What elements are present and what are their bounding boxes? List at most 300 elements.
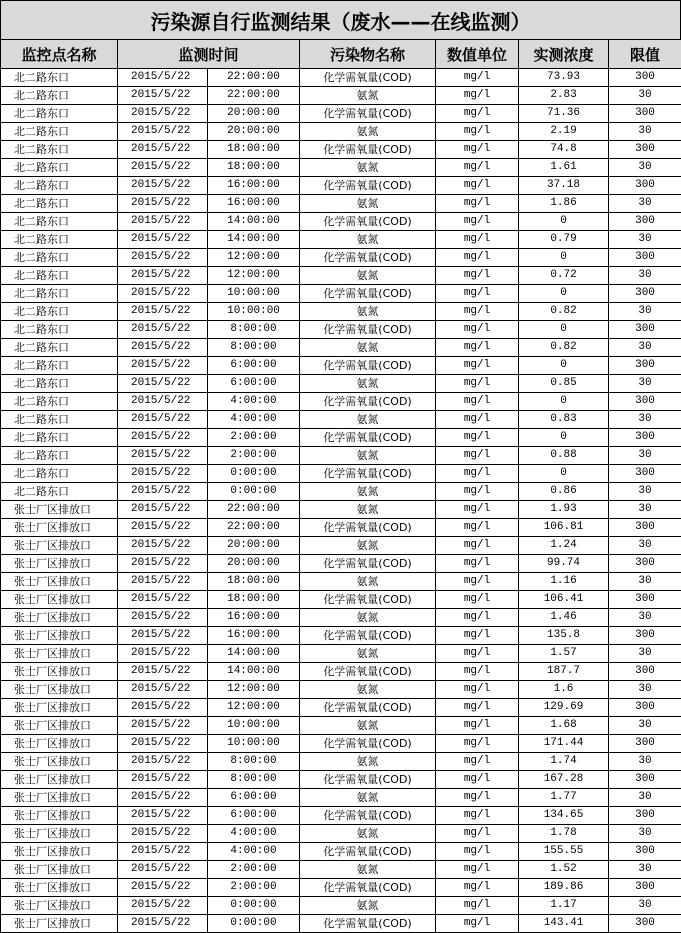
unit-cell: mg/l	[436, 69, 519, 87]
value-cell: 0.82	[519, 339, 609, 357]
header-time: 监测时间	[118, 40, 300, 69]
pollutant-cell: 氨氮	[300, 303, 436, 321]
pollutant-cell: 化学需氧量(COD)	[300, 429, 436, 447]
site-cell: 北二路东口	[1, 483, 118, 501]
pollutant-cell: 氨氮	[300, 339, 436, 357]
limit-cell: 300	[609, 843, 681, 861]
site-cell: 北二路东口	[1, 375, 118, 393]
value-cell: 2.19	[519, 123, 609, 141]
date-cell: 2015/5/22	[118, 249, 208, 267]
table-row	[1, 861, 681, 879]
pollutant-cell: 化学需氧量(COD)	[300, 915, 436, 933]
limit-cell: 30	[609, 501, 681, 519]
unit-cell: mg/l	[436, 321, 519, 339]
limit-cell: 300	[609, 879, 681, 897]
site-cell: 北二路东口	[1, 411, 118, 429]
site-cell: 张士厂区排放口	[1, 519, 118, 537]
table-row	[1, 123, 681, 141]
site-cell: 北二路东口	[1, 159, 118, 177]
pollutant-cell: 化学需氧量(COD)	[300, 285, 436, 303]
limit-cell: 30	[609, 609, 681, 627]
unit-cell: mg/l	[436, 591, 519, 609]
pollutant-cell: 化学需氧量(COD)	[300, 843, 436, 861]
value-cell: 0.82	[519, 303, 609, 321]
table-row	[1, 753, 681, 771]
pollutant-cell: 化学需氧量(COD)	[300, 699, 436, 717]
table-row	[1, 267, 681, 285]
table-row	[1, 717, 681, 735]
table-row	[1, 483, 681, 501]
site-cell: 北二路东口	[1, 69, 118, 87]
unit-cell: mg/l	[436, 393, 519, 411]
unit-cell: mg/l	[436, 213, 519, 231]
value-cell: 1.24	[519, 537, 609, 555]
pollutant-cell: 氨氮	[300, 501, 436, 519]
site-cell: 张士厂区排放口	[1, 627, 118, 645]
site-cell: 张士厂区排放口	[1, 645, 118, 663]
time-cell: 18:00:00	[208, 591, 300, 609]
table-row	[1, 897, 681, 915]
date-cell: 2015/5/22	[118, 717, 208, 735]
unit-cell: mg/l	[436, 339, 519, 357]
date-cell: 2015/5/22	[118, 447, 208, 465]
limit-cell: 300	[609, 249, 681, 267]
date-cell: 2015/5/22	[118, 195, 208, 213]
unit-cell: mg/l	[436, 357, 519, 375]
pollutant-cell: 氨氮	[300, 159, 436, 177]
value-cell: 73.93	[519, 69, 609, 87]
date-cell: 2015/5/22	[118, 843, 208, 861]
value-cell: 143.41	[519, 915, 609, 933]
date-cell: 2015/5/22	[118, 771, 208, 789]
date-cell: 2015/5/22	[118, 915, 208, 933]
time-cell: 8:00:00	[208, 753, 300, 771]
value-cell: 129.69	[519, 699, 609, 717]
limit-cell: 300	[609, 627, 681, 645]
unit-cell: mg/l	[436, 555, 519, 573]
time-cell: 0:00:00	[208, 897, 300, 915]
time-cell: 18:00:00	[208, 159, 300, 177]
pollutant-cell: 化学需氧量(COD)	[300, 393, 436, 411]
limit-cell: 30	[609, 267, 681, 285]
limit-cell: 300	[609, 465, 681, 483]
value-cell: 187.7	[519, 663, 609, 681]
time-cell: 10:00:00	[208, 735, 300, 753]
unit-cell: mg/l	[436, 627, 519, 645]
unit-cell: mg/l	[436, 465, 519, 483]
site-cell: 张士厂区排放口	[1, 807, 118, 825]
unit-cell: mg/l	[436, 843, 519, 861]
value-cell: 0	[519, 213, 609, 231]
limit-cell: 30	[609, 681, 681, 699]
table-row	[1, 555, 681, 573]
unit-cell: mg/l	[436, 807, 519, 825]
limit-cell: 300	[609, 357, 681, 375]
pollutant-cell: 化学需氧量(COD)	[300, 357, 436, 375]
time-cell: 12:00:00	[208, 699, 300, 717]
table-row	[1, 735, 681, 753]
time-cell: 14:00:00	[208, 663, 300, 681]
site-cell: 张士厂区排放口	[1, 825, 118, 843]
value-cell: 135.8	[519, 627, 609, 645]
time-cell: 6:00:00	[208, 375, 300, 393]
site-cell: 张士厂区排放口	[1, 717, 118, 735]
time-cell: 14:00:00	[208, 645, 300, 663]
table-row	[1, 771, 681, 789]
site-cell: 北二路东口	[1, 357, 118, 375]
unit-cell: mg/l	[436, 537, 519, 555]
header-unit: 数值单位	[436, 40, 519, 69]
time-cell: 18:00:00	[208, 141, 300, 159]
time-cell: 12:00:00	[208, 267, 300, 285]
time-cell: 0:00:00	[208, 465, 300, 483]
unit-cell: mg/l	[436, 663, 519, 681]
date-cell: 2015/5/22	[118, 375, 208, 393]
limit-cell: 300	[609, 699, 681, 717]
table-row	[1, 321, 681, 339]
unit-cell: mg/l	[436, 429, 519, 447]
site-cell: 张士厂区排放口	[1, 879, 118, 897]
date-cell: 2015/5/22	[118, 663, 208, 681]
limit-cell: 30	[609, 717, 681, 735]
limit-cell: 30	[609, 537, 681, 555]
time-cell: 20:00:00	[208, 123, 300, 141]
date-cell: 2015/5/22	[118, 123, 208, 141]
header-value: 实测浓度	[519, 40, 609, 69]
table-row	[1, 609, 681, 627]
table-row	[1, 105, 681, 123]
unit-cell: mg/l	[436, 861, 519, 879]
site-cell: 北二路东口	[1, 267, 118, 285]
site-cell: 张士厂区排放口	[1, 897, 118, 915]
limit-cell: 30	[609, 339, 681, 357]
date-cell: 2015/5/22	[118, 555, 208, 573]
table-row	[1, 879, 681, 897]
time-cell: 10:00:00	[208, 303, 300, 321]
date-cell: 2015/5/22	[118, 339, 208, 357]
value-cell: 189.86	[519, 879, 609, 897]
unit-cell: mg/l	[436, 483, 519, 501]
table-row	[1, 591, 681, 609]
limit-cell: 300	[609, 807, 681, 825]
site-cell: 北二路东口	[1, 447, 118, 465]
table-row	[1, 303, 681, 321]
value-cell: 99.74	[519, 555, 609, 573]
unit-cell: mg/l	[436, 87, 519, 105]
unit-cell: mg/l	[436, 105, 519, 123]
table-row	[1, 87, 681, 105]
table-row	[1, 231, 681, 249]
value-cell: 1.86	[519, 195, 609, 213]
time-cell: 10:00:00	[208, 717, 300, 735]
unit-cell: mg/l	[436, 159, 519, 177]
value-cell: 1.61	[519, 159, 609, 177]
page-title: 污染源自行监测结果（废水——在线监测）	[0, 0, 681, 40]
header-row	[1, 40, 681, 69]
header-pollutant: 污染物名称	[300, 40, 436, 69]
table-row	[1, 915, 681, 933]
table-row	[1, 375, 681, 393]
unit-cell: mg/l	[436, 501, 519, 519]
date-cell: 2015/5/22	[118, 411, 208, 429]
pollutant-cell: 化学需氧量(COD)	[300, 807, 436, 825]
value-cell: 1.74	[519, 753, 609, 771]
pollutant-cell: 化学需氧量(COD)	[300, 141, 436, 159]
table-row	[1, 285, 681, 303]
site-cell: 张士厂区排放口	[1, 537, 118, 555]
limit-cell: 300	[609, 69, 681, 87]
unit-cell: mg/l	[436, 879, 519, 897]
unit-cell: mg/l	[436, 645, 519, 663]
pollutant-cell: 氨氮	[300, 537, 436, 555]
date-cell: 2015/5/22	[118, 501, 208, 519]
limit-cell: 300	[609, 771, 681, 789]
value-cell: 0	[519, 429, 609, 447]
time-cell: 22:00:00	[208, 519, 300, 537]
value-cell: 167.28	[519, 771, 609, 789]
value-cell: 0.85	[519, 375, 609, 393]
time-cell: 16:00:00	[208, 177, 300, 195]
date-cell: 2015/5/22	[118, 357, 208, 375]
date-cell: 2015/5/22	[118, 87, 208, 105]
table-row	[1, 663, 681, 681]
limit-cell: 300	[609, 591, 681, 609]
limit-cell: 300	[609, 177, 681, 195]
table-row	[1, 807, 681, 825]
date-cell: 2015/5/22	[118, 573, 208, 591]
time-cell: 0:00:00	[208, 483, 300, 501]
date-cell: 2015/5/22	[118, 807, 208, 825]
pollutant-cell: 氨氮	[300, 447, 436, 465]
limit-cell: 300	[609, 519, 681, 537]
value-cell: 0.88	[519, 447, 609, 465]
table-row	[1, 645, 681, 663]
pollutant-cell: 氨氮	[300, 411, 436, 429]
time-cell: 2:00:00	[208, 861, 300, 879]
date-cell: 2015/5/22	[118, 231, 208, 249]
value-cell: 71.36	[519, 105, 609, 123]
unit-cell: mg/l	[436, 141, 519, 159]
limit-cell: 300	[609, 321, 681, 339]
unit-cell: mg/l	[436, 249, 519, 267]
pollutant-cell: 化学需氧量(COD)	[300, 771, 436, 789]
site-cell: 张士厂区排放口	[1, 843, 118, 861]
limit-cell: 30	[609, 861, 681, 879]
site-cell: 北二路东口	[1, 321, 118, 339]
time-cell: 2:00:00	[208, 879, 300, 897]
table-row	[1, 501, 681, 519]
pollutant-cell: 氨氮	[300, 645, 436, 663]
unit-cell: mg/l	[436, 285, 519, 303]
site-cell: 北二路东口	[1, 249, 118, 267]
limit-cell: 30	[609, 303, 681, 321]
pollutant-cell: 化学需氧量(COD)	[300, 879, 436, 897]
date-cell: 2015/5/22	[118, 483, 208, 501]
pollutant-cell: 氨氮	[300, 789, 436, 807]
time-cell: 16:00:00	[208, 627, 300, 645]
pollutant-cell: 氨氮	[300, 195, 436, 213]
unit-cell: mg/l	[436, 411, 519, 429]
site-cell: 张士厂区排放口	[1, 789, 118, 807]
pollutant-cell: 化学需氧量(COD)	[300, 249, 436, 267]
pollutant-cell: 氨氮	[300, 609, 436, 627]
table-row	[1, 213, 681, 231]
value-cell: 0.83	[519, 411, 609, 429]
value-cell: 1.52	[519, 861, 609, 879]
value-cell: 1.93	[519, 501, 609, 519]
time-cell: 20:00:00	[208, 537, 300, 555]
site-cell: 北二路东口	[1, 393, 118, 411]
limit-cell: 30	[609, 375, 681, 393]
time-cell: 12:00:00	[208, 681, 300, 699]
date-cell: 2015/5/22	[118, 303, 208, 321]
table-row	[1, 627, 681, 645]
pollutant-cell: 化学需氧量(COD)	[300, 627, 436, 645]
pollutant-cell: 氨氮	[300, 573, 436, 591]
table-row	[1, 825, 681, 843]
date-cell: 2015/5/22	[118, 321, 208, 339]
site-cell: 北二路东口	[1, 177, 118, 195]
time-cell: 22:00:00	[208, 87, 300, 105]
pollutant-cell: 氨氮	[300, 231, 436, 249]
site-cell: 北二路东口	[1, 141, 118, 159]
site-cell: 北二路东口	[1, 231, 118, 249]
pollutant-cell: 氨氮	[300, 861, 436, 879]
limit-cell: 30	[609, 897, 681, 915]
date-cell: 2015/5/22	[118, 285, 208, 303]
date-cell: 2015/5/22	[118, 645, 208, 663]
pollutant-cell: 氨氮	[300, 483, 436, 501]
date-cell: 2015/5/22	[118, 879, 208, 897]
time-cell: 4:00:00	[208, 825, 300, 843]
limit-cell: 30	[609, 753, 681, 771]
date-cell: 2015/5/22	[118, 591, 208, 609]
date-cell: 2015/5/22	[118, 159, 208, 177]
limit-cell: 300	[609, 555, 681, 573]
site-cell: 张士厂区排放口	[1, 915, 118, 933]
value-cell: 0	[519, 321, 609, 339]
value-cell: 74.8	[519, 141, 609, 159]
time-cell: 4:00:00	[208, 411, 300, 429]
unit-cell: mg/l	[436, 231, 519, 249]
table-row	[1, 447, 681, 465]
unit-cell: mg/l	[436, 681, 519, 699]
unit-cell: mg/l	[436, 177, 519, 195]
site-cell: 张士厂区排放口	[1, 573, 118, 591]
pollutant-cell: 化学需氧量(COD)	[300, 465, 436, 483]
limit-cell: 30	[609, 123, 681, 141]
value-cell: 1.78	[519, 825, 609, 843]
value-cell: 155.55	[519, 843, 609, 861]
time-cell: 22:00:00	[208, 501, 300, 519]
pollutant-cell: 氨氮	[300, 375, 436, 393]
date-cell: 2015/5/22	[118, 735, 208, 753]
date-cell: 2015/5/22	[118, 753, 208, 771]
unit-cell: mg/l	[436, 447, 519, 465]
pollutant-cell: 化学需氧量(COD)	[300, 591, 436, 609]
date-cell: 2015/5/22	[118, 699, 208, 717]
unit-cell: mg/l	[436, 303, 519, 321]
table-row	[1, 357, 681, 375]
time-cell: 8:00:00	[208, 771, 300, 789]
pollutant-cell: 氨氮	[300, 681, 436, 699]
time-cell: 12:00:00	[208, 249, 300, 267]
pollutant-cell: 氨氮	[300, 897, 436, 915]
limit-cell: 30	[609, 483, 681, 501]
date-cell: 2015/5/22	[118, 519, 208, 537]
unit-cell: mg/l	[436, 519, 519, 537]
limit-cell: 300	[609, 213, 681, 231]
table-row	[1, 69, 681, 87]
value-cell: 1.46	[519, 609, 609, 627]
date-cell: 2015/5/22	[118, 69, 208, 87]
limit-cell: 30	[609, 789, 681, 807]
unit-cell: mg/l	[436, 699, 519, 717]
site-cell: 北二路东口	[1, 195, 118, 213]
value-cell: 0.79	[519, 231, 609, 249]
pollutant-cell: 化学需氧量(COD)	[300, 69, 436, 87]
date-cell: 2015/5/22	[118, 105, 208, 123]
time-cell: 0:00:00	[208, 915, 300, 933]
table-row	[1, 789, 681, 807]
time-cell: 20:00:00	[208, 555, 300, 573]
site-cell: 张士厂区排放口	[1, 735, 118, 753]
time-cell: 22:00:00	[208, 69, 300, 87]
limit-cell: 30	[609, 411, 681, 429]
table-row	[1, 177, 681, 195]
site-cell: 北二路东口	[1, 123, 118, 141]
site-cell: 北二路东口	[1, 429, 118, 447]
unit-cell: mg/l	[436, 915, 519, 933]
site-cell: 张士厂区排放口	[1, 663, 118, 681]
pollutant-cell: 氨氮	[300, 717, 436, 735]
pollutant-cell: 氨氮	[300, 267, 436, 285]
unit-cell: mg/l	[436, 735, 519, 753]
table-row	[1, 393, 681, 411]
unit-cell: mg/l	[436, 717, 519, 735]
site-cell: 北二路东口	[1, 285, 118, 303]
unit-cell: mg/l	[436, 267, 519, 285]
time-cell: 2:00:00	[208, 429, 300, 447]
table-row	[1, 573, 681, 591]
time-cell: 14:00:00	[208, 213, 300, 231]
pollutant-cell: 化学需氧量(COD)	[300, 519, 436, 537]
pollutant-cell: 化学需氧量(COD)	[300, 213, 436, 231]
site-cell: 北二路东口	[1, 303, 118, 321]
limit-cell: 30	[609, 87, 681, 105]
limit-cell: 300	[609, 141, 681, 159]
unit-cell: mg/l	[436, 375, 519, 393]
date-cell: 2015/5/22	[118, 393, 208, 411]
date-cell: 2015/5/22	[118, 609, 208, 627]
pollutant-cell: 化学需氧量(COD)	[300, 555, 436, 573]
site-cell: 张士厂区排放口	[1, 681, 118, 699]
unit-cell: mg/l	[436, 897, 519, 915]
limit-cell: 300	[609, 105, 681, 123]
table-row	[1, 681, 681, 699]
unit-cell: mg/l	[436, 771, 519, 789]
pollutant-cell: 氨氮	[300, 753, 436, 771]
table-row	[1, 159, 681, 177]
table-row	[1, 537, 681, 555]
date-cell: 2015/5/22	[118, 213, 208, 231]
table-row	[1, 465, 681, 483]
time-cell: 16:00:00	[208, 195, 300, 213]
date-cell: 2015/5/22	[118, 177, 208, 195]
unit-cell: mg/l	[436, 609, 519, 627]
site-cell: 北二路东口	[1, 87, 118, 105]
pollutant-cell: 氨氮	[300, 87, 436, 105]
